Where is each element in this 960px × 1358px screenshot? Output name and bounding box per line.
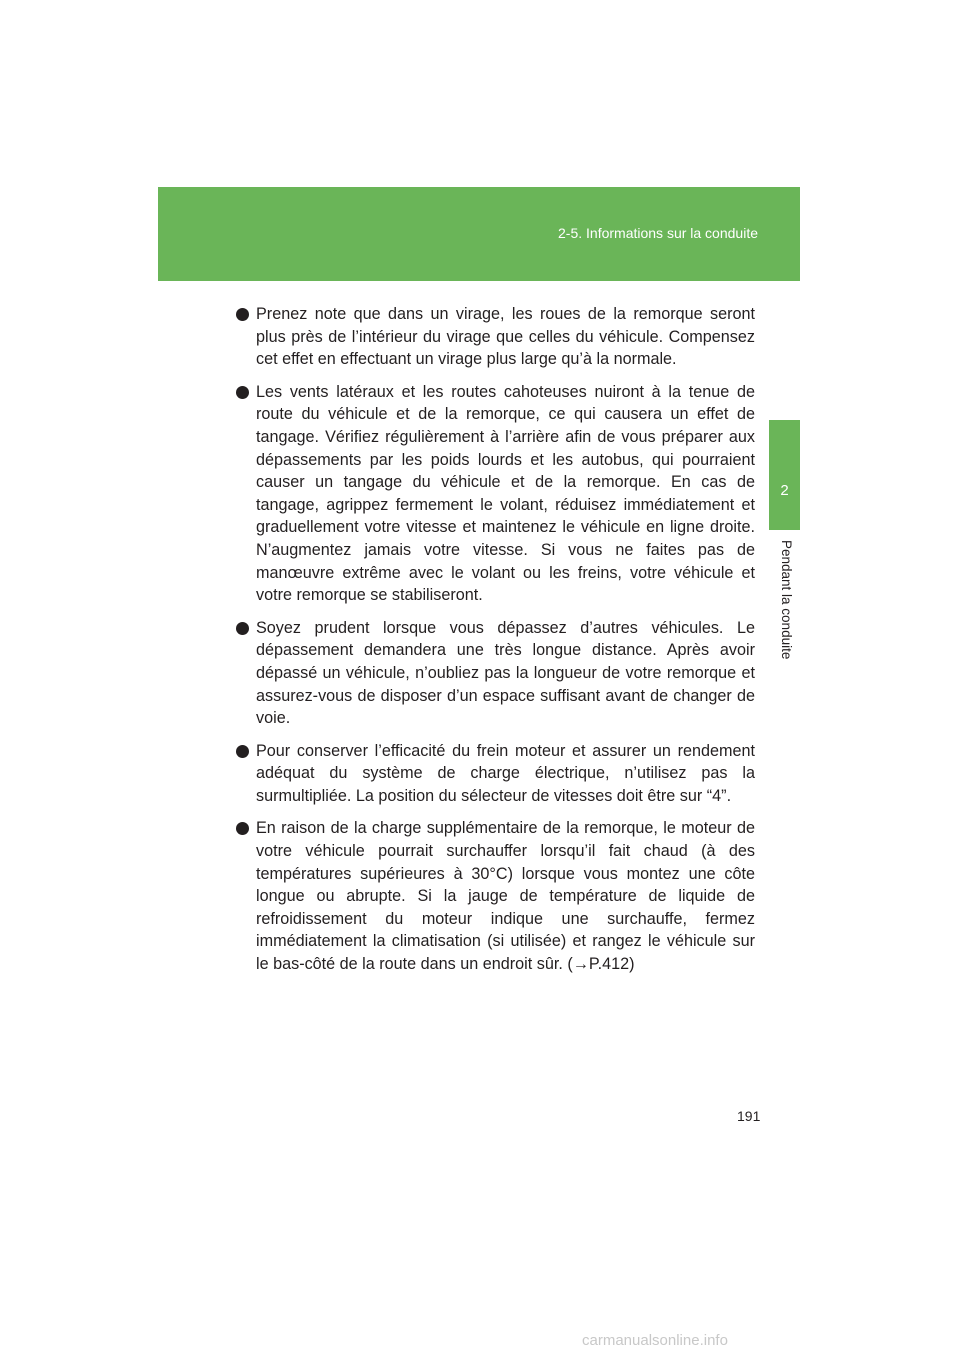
section-title: 2-5. Informations sur la conduite	[558, 225, 758, 241]
chapter-number: 2	[780, 482, 789, 499]
watermark: carmanualsonline.info	[582, 1332, 728, 1349]
list-item	[236, 817, 755, 975]
chapter-tab	[769, 420, 800, 530]
list-item-text: Soyez prudent lorsque vous dépassez d’autres véhicules. Le dépassement demandera une très longue distance. Après avoir dépassé un véhicule, n’oubliez pas la longueur de votre remorque et assurez-vous de disposer d’un espace suffisant avant de changer de voie.	[256, 618, 755, 728]
list-item	[236, 740, 755, 808]
content-body	[236, 303, 755, 986]
bullet-icon	[236, 308, 249, 321]
list-item	[236, 303, 755, 371]
list-item-text: Les vents latéraux et les routes cahoteuses nuiront à la tenue de route du véhicule et de la remorque, ce qui causera un effet de tangage. Vérifiez régulièrement à l’arrière afin de vous préparer aux dépassements par les poids lourds et les autobus, qui pourraient causer un tangage du véhicule et de la remorque. En cas de tangage, agrippez fermement le volant, réduisez immédiatement et graduellement votre vitesse et maintenez le véhicule en ligne droite. N’augmentez jamais votre vitesse. Si vous ne faites pas de manœuvre extrême avec le volant ou les freins, votre véhicule et votre remorque se stabiliseront.	[256, 382, 755, 605]
bullet-icon	[236, 622, 249, 635]
page-number: 191	[737, 1108, 761, 1124]
bullet-icon	[236, 386, 249, 399]
list-item	[236, 381, 755, 607]
bullet-icon	[236, 822, 249, 835]
section-header-band	[158, 187, 800, 281]
bullet-icon	[236, 745, 249, 758]
list-item	[236, 617, 755, 730]
list-item-text: En raison de la charge supplémentaire de la remorque, le moteur de votre véhicule pourrait surchauffer lorsqu’il fait chaud (à des températures supérieures à 30°C) lorsque vous montez une côte longue ou abrupte. Si la jauge de température de liquide de refroidissement du moteur indique une surchauffe, fermez immédiatement la climatisation (si utilisée) et rangez le véhicule sur le bas-côté de la route dans un endroit sûr. (→P.412)	[256, 819, 755, 974]
list-item-text: Prenez note que dans un virage, les roues de la remorque seront plus près de l’intérieur du virage que celles du véhicule. Compensez cet effet en effectuant un virage plus large qu’à la normale.	[256, 305, 755, 369]
list-item-text: Pour conserver l’efficacité du frein moteur et assurer un rendement adéquat du système de charge électrique, n’utilisez pas la surmultipliée. La position du sélecteur de vitesses doit être sur “4”.	[256, 741, 755, 805]
chapter-label: Pendant la conduite	[779, 540, 794, 660]
